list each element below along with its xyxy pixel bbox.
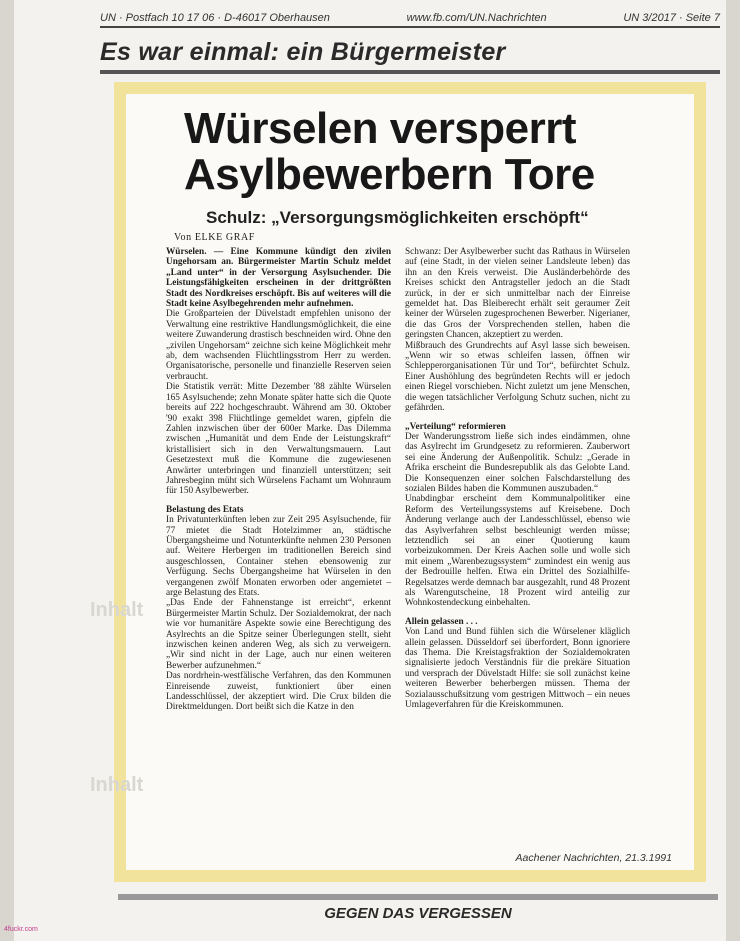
body-paragraph: Die Großparteien der Düvelstadt empfehlen unisono der Verwaltung eine restriktive Handlungsmöglichkeit, die eine weitere Zuwanderung drastisch beschneiden wird. Ohne den „zivilen Ungehorsam“ zeichne sich keine Möglichkeit mehr ab, dem wachsenden Flüchtlingsstrom Herr zu werden. Organisatorische, personelle und finanzielle Reserven seien verbraucht.	[166, 309, 391, 382]
body-paragraph: Die Statistik verrät: Mitte Dezember '88 zählte Würselen 165 Asylsuchende; zehn Monate später hatte sich die Quote bereits auf 222 hochgeschraubt. Während am 30. Oktober '90 exakt 398 Flüchtlinge gemeldet waren, gipfeln die Zahlen inzwischen über der 600er Marke. Das Dilemma zwischen „Humanität und dem Ende der Leistungskraft“ kristallisiert sich in den Verwaltungsmauern. Laut Gesetzestext muß die Kommune die zugewiesenen Anwärter unterbringen und finanziell unterstützen; seit Jahresbeginn müht sich Würselens Fachamt um Wohnraum für 150 Asylbewerber.	[166, 382, 391, 497]
body-paragraph: Der Wanderungsstrom ließe sich indes eindämmen, ohne das Asylrecht im Grundgesetz zu reformieren. Zauberwort sei eine Änderung der Außenpolitik. Schulz: „Gerade in Afrika erscheint die Bundesrepublik als das Gelobte Land. Die Konsequenzen einer solchen Falschdarstellung des sozialen Bildes haben die Kommunen auszubaden.“	[405, 431, 630, 494]
section-heading: Allein gelassen . . .	[405, 616, 478, 627]
site-watermark: 4fuckr.com	[4, 926, 38, 933]
newspaper-page	[14, 0, 726, 941]
body-paragraph: „Das Ende der Fahnenstange ist erreicht“, erkennt Bürgermeister Martin Schulz. Der Sozialdemokrat, der nach wie vor humanitäre Aspekte sowie eine Berechtigung des Asylrechts an die Spitze seiner Überlegungen stellt, sieht inzwischen keinen anderen Weg, als sich zu verweigern. „Wir sind nicht in der Lage, auch nur einen weiteren Bewerber aufzunehmen.“	[166, 598, 391, 671]
bleed-through-text-2: Inhalt	[90, 774, 144, 796]
article-source: Aachener Nachrichten, 21.3.1991	[515, 852, 672, 864]
page-header	[100, 12, 720, 28]
section-heading: „Verteilung“ reformieren	[405, 421, 506, 432]
article-subhead: Schulz: „Versorgungsmöglichkeiten erschöpft“	[206, 208, 589, 227]
article-column-right	[405, 247, 630, 713]
section-title: Es war einmal: ein Bürgermeister	[100, 38, 720, 74]
lead-paragraph: Würselen. — Eine Kommune kündigt den zivilen Ungehorsam an. Bürgermeister Martin Schulz meldet „Land unter“ in der Versorgung Asylsuchender. Die Leistungsfähigkeiten erscheinen in der drittgrößten Stadt des Nordkreises erschöpft. Bis auf weiteres will die Stadt keine Asylbegehrenden mehr aufnehmen.	[166, 247, 391, 310]
body-paragraph: In Privatunterkünften leben zur Zeit 295 Asylsuchende, für 77 mietet die Stadt Hotelzimmer an, städtische Übergangsheime und Notunterkünfte nehmen 230 Personen auf. Weitere Herbergen im traditionellen Bereich sind ausgeschlossen, Container stehen ebensowenig zur Verfügung. Sechs Übergangsheime hat Würselen in den vergangenen zwölf Monaten erworben oder angemietet – arge Belastung des Etats.	[166, 515, 391, 598]
article-columns	[166, 247, 676, 713]
header-issue: UN 3/2017 · Seite 7	[623, 12, 720, 24]
bleed-through-text: Inhalt	[90, 599, 144, 621]
body-paragraph: Von Land und Bund fühlen sich die Würselener kläglich allein gelassen. Düsseldorf sei überfordert, Bonn ignoriere das Thema. Die Kreistagsfraktion der Sozialdemokraten signalisierte jedoch Verständnis für die prekäre Situation und versprach der Düvelstadt Hilfe: sie soll zunächst keine weiteren Bewerber beherbergen müssen. Thema der Sozialausschußsitzung vom gestrigen Mittwoch – ein neues Umlageverfahren für die Kreiskommunen.	[405, 627, 630, 711]
body-paragraph: Mißbrauch des Grundrechts auf Asyl lasse sich beweisen. „Wenn wir so etwas schleifen lassen, öffnen wir Schlepperorganisationen Tür und Tor“, befürchtet Schulz. Einer Aushöhlung des begründeten Rechts will er jedoch einen Riegel vorschieben. Nicht zuletzt um jene Menschen, die wegen tatsächlicher Verfolgung Schutz suchen, nicht zu gefährden.	[405, 340, 630, 414]
header-web: www.fb.com/UN.Nachrichten	[406, 12, 547, 24]
article-clipping-frame	[90, 82, 706, 882]
article-column-left	[166, 247, 391, 713]
article-byline: Von ELKE GRAF	[174, 232, 255, 243]
header-address: UN · Postfach 10 17 06 · D-46017 Oberhausen	[100, 12, 330, 24]
body-paragraph: Das nordrhein-westfälische Verfahren, das den Kommunen Einreisende zuweist, funktioniert über einen Landesschlüssel, der akzeptiert wird. Die Crux bilden die Direktmeldungen. Dort beißt sich die Katze in den	[166, 671, 391, 713]
article-headline: Würselen versperrt Asylbewerbern Tore	[184, 104, 595, 199]
body-paragraph: Schwanz: Der Asylbewerber sucht das Rathaus in Würselen auf (eine Stadt, in der vielen seiner Landsleute leben) das ihn an den Kreis verweist. Die Ausländerbehörde des Kreises schickt den Antragsteller jedoch an die Stadt zurück, in der er sich unmittelbar nach der Einreise gemeldet hat. Das Bleiberecht erhält seit geraumer Zeit keiner der Würselen zugesprochenen Bewerber. Nigerianer, die das Gros der Vorsprechenden stellen, haben die geringsten Chancen, akzeptiert zu werden.	[405, 247, 630, 341]
body-paragraph: Unabdingbar erscheint dem Kommunalpolitiker eine Reform des Verteilungssystems auf Kreisebene. Doch Änderung verlange auch der Landesschlüssel, ebenso wie das Asylverfahren selbst beschleunigt werden müsse; letztendlich sei an einer Quotierung kaum vorbeizukommen. Der Kreis Aachen solle und wolle sich mit einem „Warenbezugssystem“ zumindest ein wenig aus der Bedrouille helfen. Etwa ein Drittel des Sozialhilfe-Regelsatzes werde demnach bar ausgezahlt, rund 48 Prozent als Warengutscheine, 18 Prozent wird anteilig zur Wohnkostendeckung einbehalten.	[405, 494, 630, 609]
section-heading: Belastung des Etats	[166, 504, 244, 515]
article-clipping	[90, 94, 694, 870]
page-footer: GEGEN DAS VERGESSEN	[118, 894, 718, 922]
